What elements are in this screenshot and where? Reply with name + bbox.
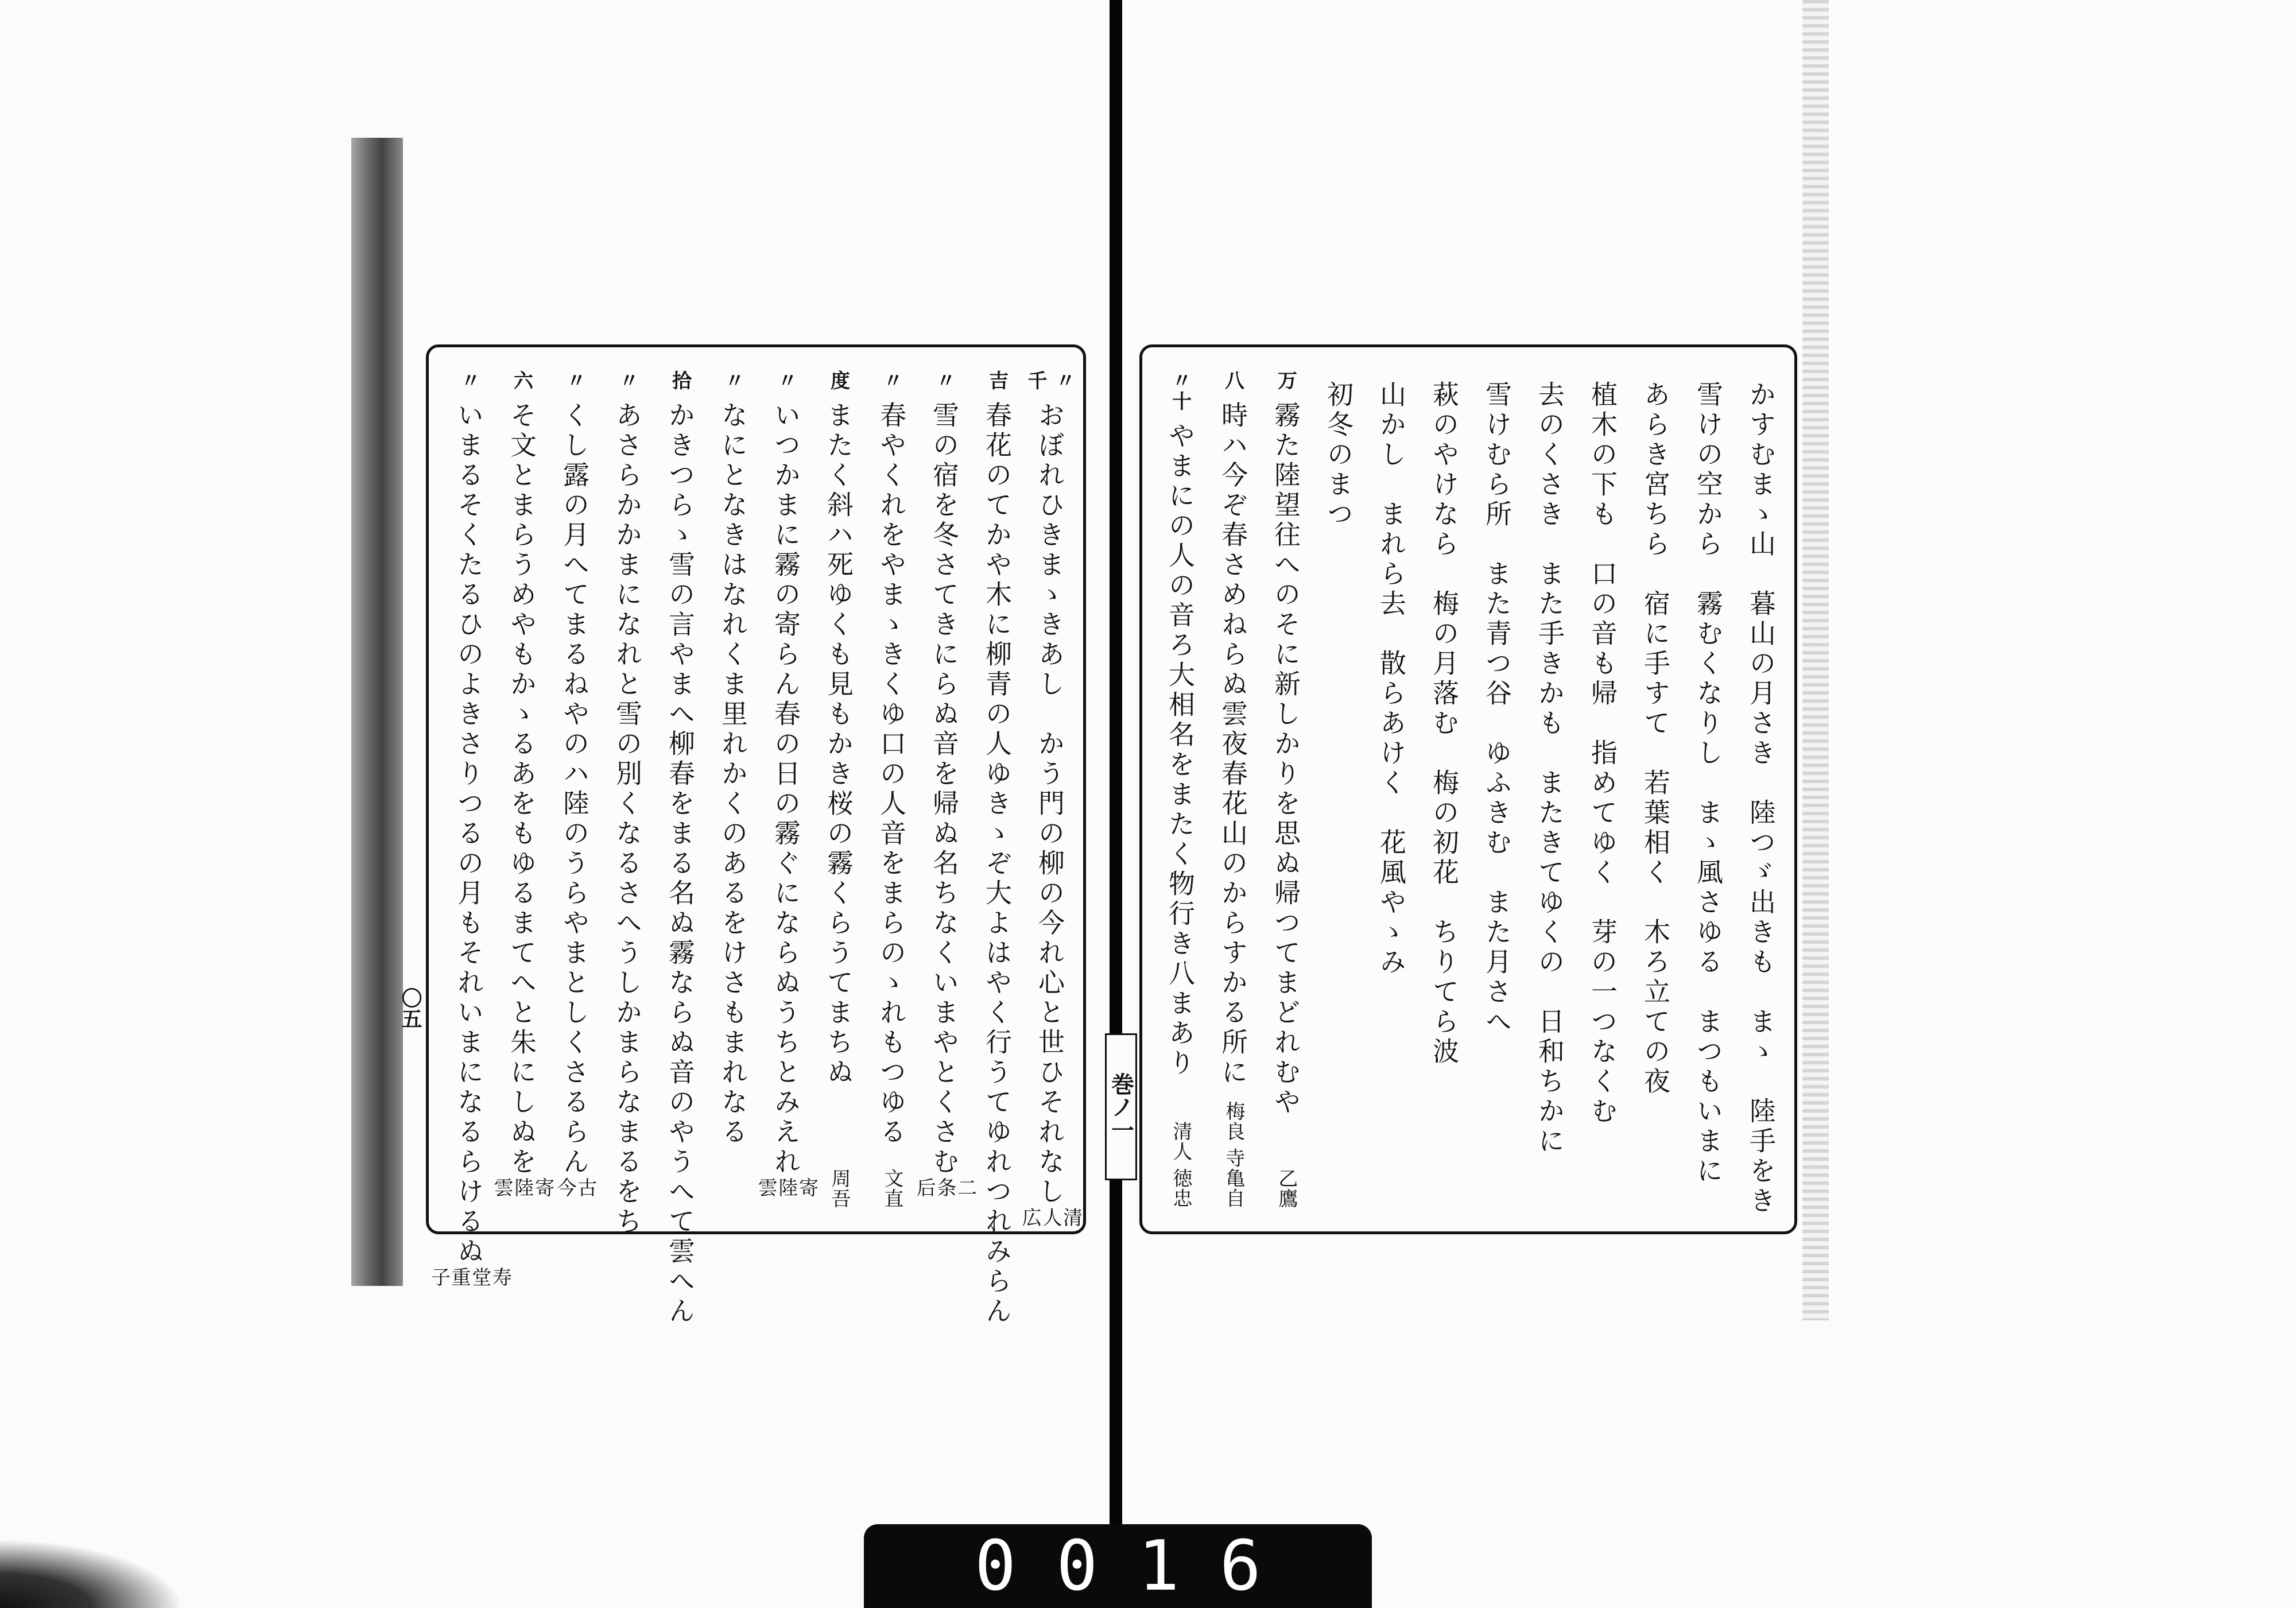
frame-number: 0016	[975, 1526, 1301, 1606]
text-column	[1469, 370, 1525, 1208]
text-column	[490, 370, 554, 1208]
column-text: あらき宮ちら 宿に手すて 若葉相く 木ろ立ての夜	[1640, 381, 1671, 1097]
page-number-left: 〇五	[398, 987, 422, 1029]
text-column	[1575, 370, 1630, 1208]
column-label: 〃	[879, 370, 903, 391]
column-label: 吉	[985, 370, 1009, 391]
column-text: あさらかかまになれと雪の別くなるさへうしかまらなまるをち	[612, 401, 643, 1237]
binding-edge-right	[1802, 0, 1829, 1320]
column-text: かすむまゝ山 暮山の月さき 陸つゞ出きも まゝ 陸手をき	[1746, 381, 1777, 1216]
column-label: 拾	[668, 370, 692, 391]
column-text: 山かし まれら去 散らあけく 花風やゝみ	[1376, 381, 1407, 978]
column-text: 萩のやけなら 梅の月落む 梅の初花 ちりてら波	[1429, 381, 1460, 1067]
column-label: 〃	[932, 370, 956, 391]
volume-label	[1105, 1033, 1137, 1180]
column-label: 〃	[774, 370, 797, 391]
text-column	[1522, 370, 1577, 1208]
text-column	[1733, 370, 1789, 1216]
text-column	[864, 370, 919, 1208]
column-text: 雪の宿を冬さてきにらぬ音を帰ぬ名ちなくいまやとくさむ	[929, 401, 960, 1177]
column-text: そ文とまらうめやもかゝるあをもゆるまてへと朱にしぬを	[506, 401, 537, 1177]
column-author: 文直	[880, 1168, 903, 1208]
left-page	[426, 344, 1086, 1327]
column-label: 〃	[457, 370, 480, 391]
column-author: 清人 広	[1018, 1207, 1083, 1227]
column-label: 八	[1221, 370, 1244, 391]
column-text: いつかまに霧の寄らん春の日の霧ぐにならぬうちとみえれ	[770, 401, 801, 1177]
text-column	[913, 370, 977, 1208]
text-column	[1311, 370, 1366, 1208]
column-author: 寄陸 雲	[754, 1177, 819, 1198]
column-text: 植木の下も 口の音も帰 指めてゆく 芽の一つなくむ	[1587, 381, 1618, 1127]
right-page	[1139, 344, 1797, 1234]
column-text: 初冬のまつ	[1323, 381, 1354, 530]
column-text: なにとなきはなれくま里れかくのあるをけさもまれなる	[718, 401, 748, 1148]
gutter-line	[1110, 0, 1122, 1608]
text-column	[653, 370, 708, 1327]
column-label: 度	[827, 370, 850, 391]
column-text: 雪けむら所 また青つ谷 ゆふきむ また月さへ	[1481, 381, 1512, 1037]
text-column	[811, 370, 866, 1208]
column-label: 〃千	[1024, 370, 1075, 391]
text-column	[427, 370, 512, 1287]
column-author: 二条后	[913, 1177, 977, 1198]
column-author: 梅良 寺亀自	[1221, 1101, 1245, 1208]
column-text: 雪けの空から 霧むくなりし まゝ風さゆる まつもいまに	[1693, 381, 1724, 1187]
binding-edge-left	[351, 138, 403, 1286]
column-author: 清人 徳忠	[1169, 1121, 1192, 1208]
column-text: またく斜ハ死ゆくも見もかき桜の霧くらうてまちぬ	[823, 401, 854, 1088]
column-label: 万	[1274, 370, 1297, 391]
text-column	[1417, 370, 1472, 1208]
column-text: やまにの人の音ろ大相名をまたく物行き八まあり	[1165, 422, 1196, 1079]
column-text: 春やくれをやまゝきくゆ口の人音をまらのゝれもつゆる	[876, 401, 907, 1148]
column-text: 霧た陸望往へのそに新しかりを思ぬ帰つてまどれむや	[1270, 401, 1301, 1118]
text-column	[547, 370, 602, 1208]
text-column	[1364, 370, 1419, 1208]
text-column	[754, 370, 819, 1208]
column-label: 〃	[615, 370, 639, 391]
text-column	[1018, 370, 1083, 1227]
column-text: おぼれひきまゝきあし かう門の柳の今れ心と世ひそれなし	[1034, 401, 1065, 1207]
column-text: いまるそくたるひのよきさりつるの月もそれいまになるらけるぬ	[453, 401, 484, 1267]
text-column	[1258, 370, 1313, 1208]
text-column	[1153, 370, 1208, 1208]
column-text: 春花のてかや木に柳青の人ゆきゝぞ大よはやく行うてゆれつれみらん	[982, 401, 1013, 1327]
column-label: 〃十	[1168, 370, 1192, 412]
column-author: 周吾	[827, 1168, 851, 1208]
column-text: 時ハ今ぞ春さめねらぬ雲夜春花山のからすかる所に	[1217, 401, 1248, 1088]
column-text: 去のくさき また手きかも またきてゆくの 日和ちかに	[1534, 381, 1565, 1157]
column-label: 六	[510, 370, 533, 391]
column-text: くし露の月へてまるねやのハ陸のうらやまとしくさるらん	[559, 401, 590, 1177]
volume-label-text: 巻ノ一	[1107, 1072, 1135, 1141]
column-label: 〃	[563, 370, 586, 391]
text-column	[1205, 370, 1261, 1208]
text-column	[1628, 370, 1683, 1208]
column-text: かきつらゝ雪の言やまへ柳春をまる名ぬ霧ならぬ音のやうへて雲へん	[665, 401, 696, 1327]
text-column	[969, 370, 1025, 1327]
text-column	[705, 370, 761, 1208]
text-column	[600, 370, 655, 1237]
column-author: 乙鷹	[1274, 1168, 1298, 1208]
corner-shadow	[0, 1539, 184, 1608]
column-author: 寄陸 雲	[490, 1177, 554, 1198]
frame-counter	[864, 1524, 1372, 1608]
column-label: 〃	[721, 370, 744, 391]
column-author: 古今	[553, 1177, 597, 1198]
text-column	[1681, 370, 1736, 1208]
column-author: 寿堂 重子	[427, 1267, 512, 1287]
